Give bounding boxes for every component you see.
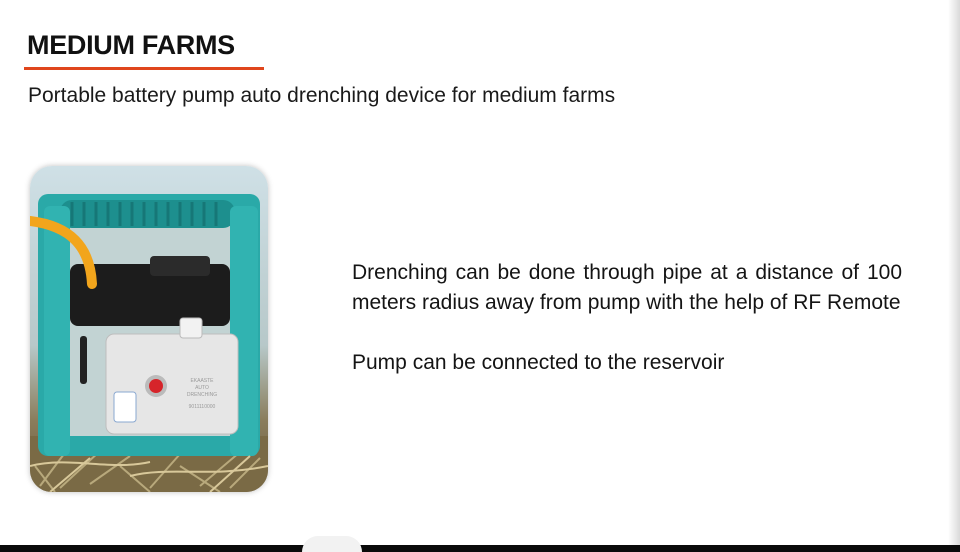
device-label-line-2: AUTO bbox=[195, 385, 209, 391]
device-label-line-1: EKAASTE bbox=[190, 378, 214, 384]
title-underline bbox=[24, 67, 264, 70]
content-text-block bbox=[352, 258, 902, 378]
pump-device-photo bbox=[30, 166, 268, 492]
slide-right-edge-shadow bbox=[948, 0, 960, 545]
content-paragraph-drenching: Drenching can be done through pipe at a distance of 100 meters radius away from pump with the help of RF Remote bbox=[352, 261, 902, 314]
slide-subtitle: Portable battery pump auto drenching device for medium farms bbox=[28, 84, 616, 107]
bottom-scroll-knob bbox=[302, 536, 362, 552]
bottom-bar bbox=[0, 545, 960, 552]
device-label-line-4: 9011110000 bbox=[188, 404, 216, 410]
slide-title: MEDIUM FARMS bbox=[27, 30, 235, 60]
content-paragraph-reservoir: Pump can be connected to the reservoir bbox=[352, 351, 725, 374]
device-label-line-3: DRENCHING bbox=[186, 392, 218, 398]
